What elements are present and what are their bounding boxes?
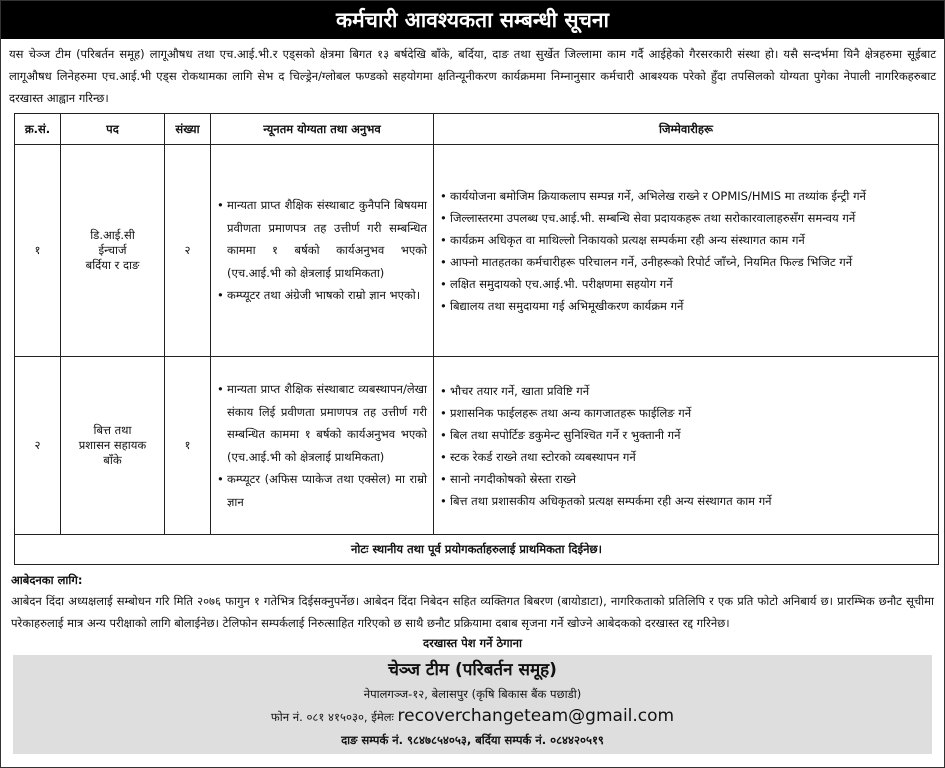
header-qualification: न्यूनतम योग्यता तथा अनुभव [211, 114, 434, 145]
priority-note: नोटः स्थानीय तथा पूर्व प्रयोगकर्ताहरुलाई प्राथमिकता दिईनेछ। [15, 535, 939, 565]
application-heading: आबेदनका लागि: [11, 573, 83, 587]
qualification-item: • मान्यता प्राप्त शैक्षिक संस्थाबाट व्यबस्थापन/लेखा संकाय लिई प्रवीणता प्रमाणपत्र तह उत्तीर्ण गरी सम्बन्धित काममा १ बर्षको कार्यअनुभव भएको (एच.आई.भी को क्षेत्रलाई प्राथमिकता) [217, 378, 427, 468]
responsibility-item: • लक्षित समुदायको एच.आई.भी. परीक्षणमा सहयोग गर्ने [440, 273, 932, 295]
address-box [13, 655, 932, 754]
row-post [61, 357, 165, 535]
responsibility-item: • प्रशासनिक फाईलहरू तथा अन्य कागजातहरू फाईलिङ गर्ने [440, 402, 932, 424]
post-line: बाँके [103, 453, 122, 467]
header-count: संख्या [165, 114, 211, 145]
table-row [15, 357, 939, 535]
qualification-item: • मान्यता प्राप्त शैक्षिक संस्थाबाट कुनैपनि बिषयमा प्रवीणता प्रमाणपत्र तह उत्तीर्ण गरी सम्बन्धित काममा १ बर्षको कार्यअनुभव भएको (एच.आई.भी को क्षेत्रलाई प्राथमिकता) [217, 194, 427, 284]
responsibility-item: • कार्ययोजना बमोजिम क्रियाकलाप सम्पन्न गर्ने, अभिलेख राख्ने र OPMIS/HMIS मा तथ्यांक ईन्ट्री गर्ने [440, 185, 932, 207]
phone-label: फोन नं. ०८१ ४१५०३०, ईमेलः [270, 710, 394, 724]
table-row [15, 145, 939, 357]
organization-name: चेञ्ज टीम (परिबर्तन समूह) [388, 660, 557, 680]
responsibility-item: • बित्त तथा प्रशासकीय अधिकृतको प्रत्यक्ष सम्पर्कमा रही अन्य संस्थागत काम गर्ने [440, 490, 932, 512]
post-line: बित्त तथा [93, 423, 132, 437]
email-address[interactable]: recoverchangeteam@gmail.com [397, 706, 675, 726]
responsibility-item: • जिल्लास्तरमा उपलब्ध एच.आई.भी. सम्बन्धि सेवा प्रदायकहरू तथा सरोकारवालाहरुसँग समन्वय गर्ने [440, 207, 932, 229]
vacancy-table [14, 113, 939, 565]
row-sn: २ [15, 357, 61, 535]
phone-email-line [13, 705, 932, 728]
row-responsibilities [434, 145, 939, 357]
post-line: ईन्चार्ज [98, 243, 127, 257]
header-sn: क्र.सं. [15, 114, 61, 145]
note-row [15, 535, 939, 565]
responsibility-item: • कार्यक्रम अधिकृत वा माथिल्लो निकायको प्रत्यक्ष सम्पर्कमा रही अन्य संस्थागत काम गर्ने [440, 229, 932, 251]
responsibility-item: • बिद्यालय तथा समुदायमा गई अभिमूखीकरण कार्यक्रम गर्ने [440, 295, 932, 317]
responsibility-item: • स्टक रेकर्ड राख्ने तथा स्टोरको व्यबस्थापन गर्ने [440, 446, 932, 468]
responsibility-item: • बिल तथा सपोर्टिङ डकुमेन्ट सुनिश्चित गर्ने र भुक्तानी गर्ने [440, 424, 932, 446]
post-line: प्रशासन सहायक [78, 438, 147, 452]
row-qualifications [211, 145, 434, 357]
row-sn: १ [15, 145, 61, 357]
table-header-row [15, 114, 939, 145]
row-count: २ [165, 145, 211, 357]
contact-numbers: दाङ सम्पर्क नं. ९८४७८५४०५३, बर्दिया सम्पर्क नं. ०८४४२०५१९ [341, 733, 604, 747]
header-post: पद [61, 114, 165, 145]
post-line: डि.आई.सी [90, 228, 135, 242]
qualification-item: • कम्प्यूटर तथा अंग्रेजी भाषको राम्रो ज्ञान भएको। [217, 284, 427, 307]
application-text: आबेदन दिंदा अध्यक्षलाई सम्बोधन गरि मिति २०७६ फागुन १ गतेभित्र दिईसक्नुपर्नेछ। आबेदन दिंदा निबेदन सहित व्यक्तिगत बिबरण (बायोडाटा), नागरिकताको प्रतिलिपि र एक प्रति फोटो अनिबार्य छ। प्रारम्भिक छनौट सूचीमा परेकाहरुलाई मात्र अन्य परीक्षाको लागि बोलाईनेछ। टेलिफोन सम्पर्कलाई निरुत्साहित गरिएको छ साथै छनौट प्रक्रियामा दबाब सृजना गर्ने खोज्ने आबेदकको दरखास्त रद्द गरिनेछ। [11, 594, 934, 630]
responsibility-item: • सानो नगदीकोषको स्रेस्ता राख्ने [440, 468, 932, 490]
address-heading: दरखास्त पेश गर्ने ठेगाना [423, 636, 522, 650]
post-line: बर्दिया र दाङ [85, 258, 140, 272]
qualification-item: • कम्प्यूटर (अफिस प्याकेज तथा एक्सेल) मा राम्रो ज्ञान [217, 468, 427, 513]
notice-title: कर्मचारी आवश्यकता सम्बन्धी सूचना [1, 1, 944, 39]
header-responsibilities: जिम्मेवारीहरू [434, 114, 939, 145]
row-qualifications [211, 357, 434, 535]
row-count: १ [165, 357, 211, 535]
row-post [61, 145, 165, 357]
organization-location: नेपालगञ्ज-१२, बेलासपुर (कृषि बिकास बैंक पछाडी) [363, 687, 582, 701]
responsibility-item: • भौचर तयार गर्ने, खाता प्रविष्टि गर्ने [440, 380, 932, 402]
row-responsibilities [434, 357, 939, 535]
intro-paragraph: यस चेञ्ज टीम (परिबर्तन समूह) लागूऔषध तथा एच.आई.भी.र एड्सको क्षेत्रमा बिगत १३ बर्षदेखि बाँके, बर्दिया, दाङ तथा सुर्खेत जिल्लामा काम गर्दै आईहेको गैरसरकारी संस्था हो। यसै सन्दर्भमा यिनै क्षेत्रहरुमा सूईबाट लागूऔषध लिनेहरुमा एच.आई.भी एड्स रोकथामका लागि सेभ द चिल्ड्रेन/ग्लोबल फण्डको सहयोगमा क्षतिन्यूनीकरण कार्यक्रममा निम्नानुसार कर्मचारी आबश्यक परेको हुँदा तपसिलको योग्यता पुगेका नेपाली नागरिकहरुबाट दरखास्त आह्वान गरिन्छ। [9, 47, 936, 105]
responsibility-item: • आफ्नो मातहतका कर्मचारीहरू परिचालन गर्ने, उनीहरूको रिपोर्ट जाँच्ने, नियमित फिल्ड भिजिट गर्ने [440, 251, 932, 273]
